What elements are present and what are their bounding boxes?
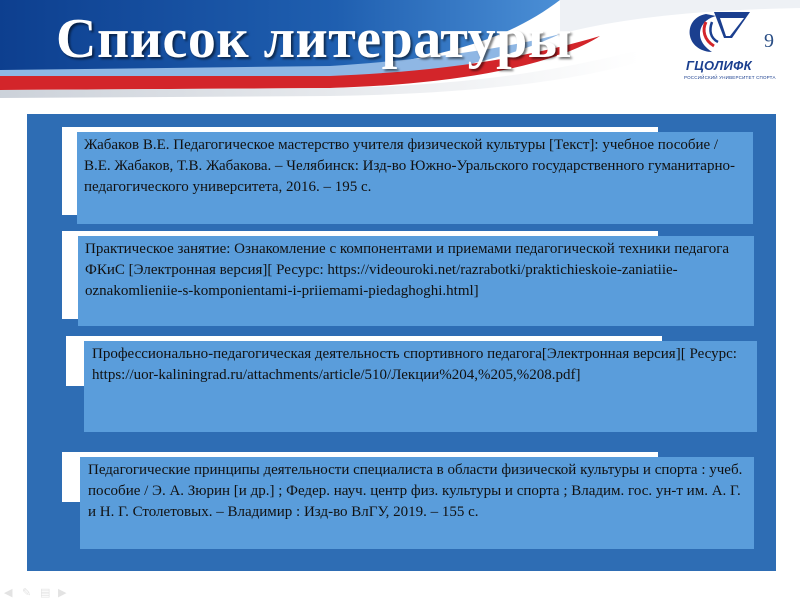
slide-header bbox=[0, 0, 800, 98]
logo-emblem-icon bbox=[676, 8, 760, 58]
reference-text: Педагогические принципы деятельности специалиста в области физической культуры и спорта : учеб. пособие / Э. А. Зюрин [и др.] ; Федер. науч. центр физ. культуры и спорта ; Владим. гос. ун-т им. А. Г. и Н. Г. Столетовых. – Владимир : Изд-во ВлГУ, 2019. – 155 с. bbox=[88, 462, 743, 520]
page-title: Список литературы bbox=[56, 8, 572, 70]
logo-name: ГЦОЛИФК bbox=[686, 58, 752, 73]
arrow-right-icon[interactable]: ▶ bbox=[58, 586, 67, 599]
university-logo bbox=[676, 8, 776, 90]
reference-text: Жабаков В.Е. Педагогическое мастерство учителя физической культуры [Текст]: учебное пособие / В.Е. Жабаков, Т.В. Жабакова. – Челябинск: Изд-во Южно-Уральского государственного гуманитарно-педагогического университета, 2016. – 195 с. bbox=[84, 137, 735, 195]
arrow-left-icon[interactable]: ◀ bbox=[4, 586, 13, 599]
reference-card bbox=[78, 236, 754, 326]
reference-text: Профессионально-педагогическая деятельность спортивного педагога[Электронная версия][ Ресурс: https://uor-kaliningrad.ru/attachments/article/510/Лекции%204,%205,%208.pdf] bbox=[92, 346, 737, 383]
slide-number: 9 bbox=[764, 30, 774, 52]
reference-text: Практическое занятие: Ознакомление с компонентами и приемами педагогической техники педагога ФКиС [Электронная версия][ Ресурс: https://videouroki.net/razrabotki/praktichieskoie-zaniatiie-oznakomlieniie-s-komponientami-i-priiemami-piedaghoghi.html] bbox=[85, 241, 730, 299]
slideshow-nav bbox=[4, 583, 76, 597]
logo-subtitle: РОССИЙСКИЙ УНИВЕРСИТЕТ СПОРТА bbox=[684, 75, 776, 80]
reference-card bbox=[77, 132, 753, 224]
pen-icon[interactable]: ✎ bbox=[22, 586, 32, 599]
reference-card bbox=[84, 341, 757, 432]
reference-card bbox=[80, 457, 754, 549]
menu-icon[interactable]: ▤ bbox=[40, 586, 51, 599]
